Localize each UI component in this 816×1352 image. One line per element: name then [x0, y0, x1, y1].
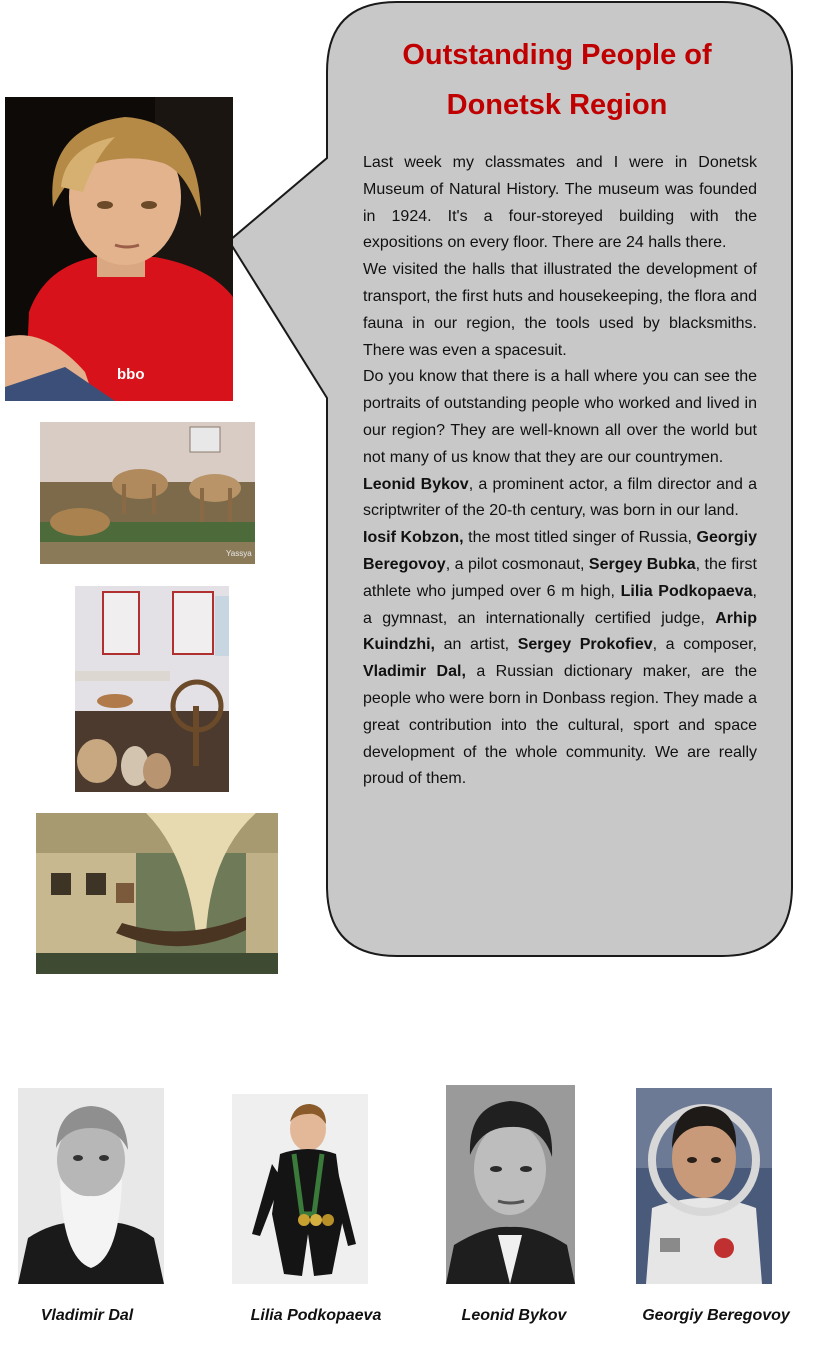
boat-exhibit-photo [36, 813, 278, 974]
portrait-georgiy-beregovoy [636, 1088, 772, 1284]
kobzon-description: the most titled singer of Russia, [463, 529, 697, 547]
name-bubka: Sergey Bubka [588, 555, 696, 573]
kuindzhi-description: an artist, [434, 636, 518, 654]
caption-vladimir-dal: Vladimir Dal [40, 1307, 134, 1324]
caption-lilia-podkopaeva: Lilia Podkopaeva [250, 1307, 382, 1324]
shirt-logo: bbo [117, 366, 145, 383]
page-title [357, 30, 757, 130]
title-line-1: Outstanding People of [402, 39, 712, 71]
name-bykov: Leonid Bykov [363, 475, 469, 493]
paragraph-museum: Last week my classmates and I were in Donetsk Museum of Natural History. The museum was founded in 1924. It's a four-storeyed building with the expositions on every floor. There are 24 halls there. [363, 154, 757, 252]
name-podkopaeva: Lilia Podkopaeva [620, 582, 753, 600]
caption-leonid-bykov: Leonid Bykov [461, 1307, 567, 1324]
article-body [363, 150, 757, 793]
boy-photo [5, 97, 233, 401]
photo-watermark: Yassya [226, 549, 252, 558]
fauna-exhibit-photo [40, 422, 255, 564]
bubble-content [363, 30, 757, 793]
portrait-leonid-bykov [446, 1085, 575, 1284]
name-prokofiev: Sergey Prokofiev [517, 636, 653, 654]
portrait-vladimir-dal [18, 1088, 164, 1284]
bubka-description: , the first athlete who jumped over 6 m high, [363, 555, 758, 600]
paragraph-portraits: Do you know that there is a hall where you can see the portraits of outstanding people who worked and lived in our region? They are well-known all over the world but not many of us know that they are our countrymen. [363, 368, 757, 466]
beregovoy-description: , a pilot cosmonaut, [445, 555, 589, 573]
dal-description: a Russian dictionary maker, are the people who were born in Donbass region. They made a great contribution into the cultural, sport and space development of the whole community. We are really proud of them. [363, 663, 758, 788]
bykov-description: , a prominent actor, a film director and a scriptwriter of the 20-th century, was born in our land. [363, 475, 757, 520]
paragraph-bykov [363, 472, 757, 526]
portrait-lilia-podkopaeva [232, 1094, 368, 1284]
podkopaeva-description: , a gymnast, an internationally certified judge, [363, 582, 757, 627]
paragraph-halls: We visited the halls that illustrated the development of transport, the first huts and housekeeping, the flora and fauna in our region, the tools used by blacksmiths. There was even a spacesuit. [363, 261, 757, 359]
caption-georgiy-beregovoy: Georgiy Beregovoy [642, 1307, 790, 1324]
paragraph-people [363, 525, 757, 793]
prokofiev-description: , a composer, [652, 636, 757, 654]
name-beregovoy: Georgiy Beregovoy [363, 529, 757, 573]
name-dal: Vladimir Dal, [363, 663, 466, 681]
name-kuindzhi: Arhip Kuindzhi, [363, 609, 757, 654]
housekeeping-exhibit-photo [75, 586, 229, 792]
name-kobzon: Iosif Kobzon, [363, 529, 464, 547]
title-line-2: Donetsk Region [446, 89, 668, 121]
